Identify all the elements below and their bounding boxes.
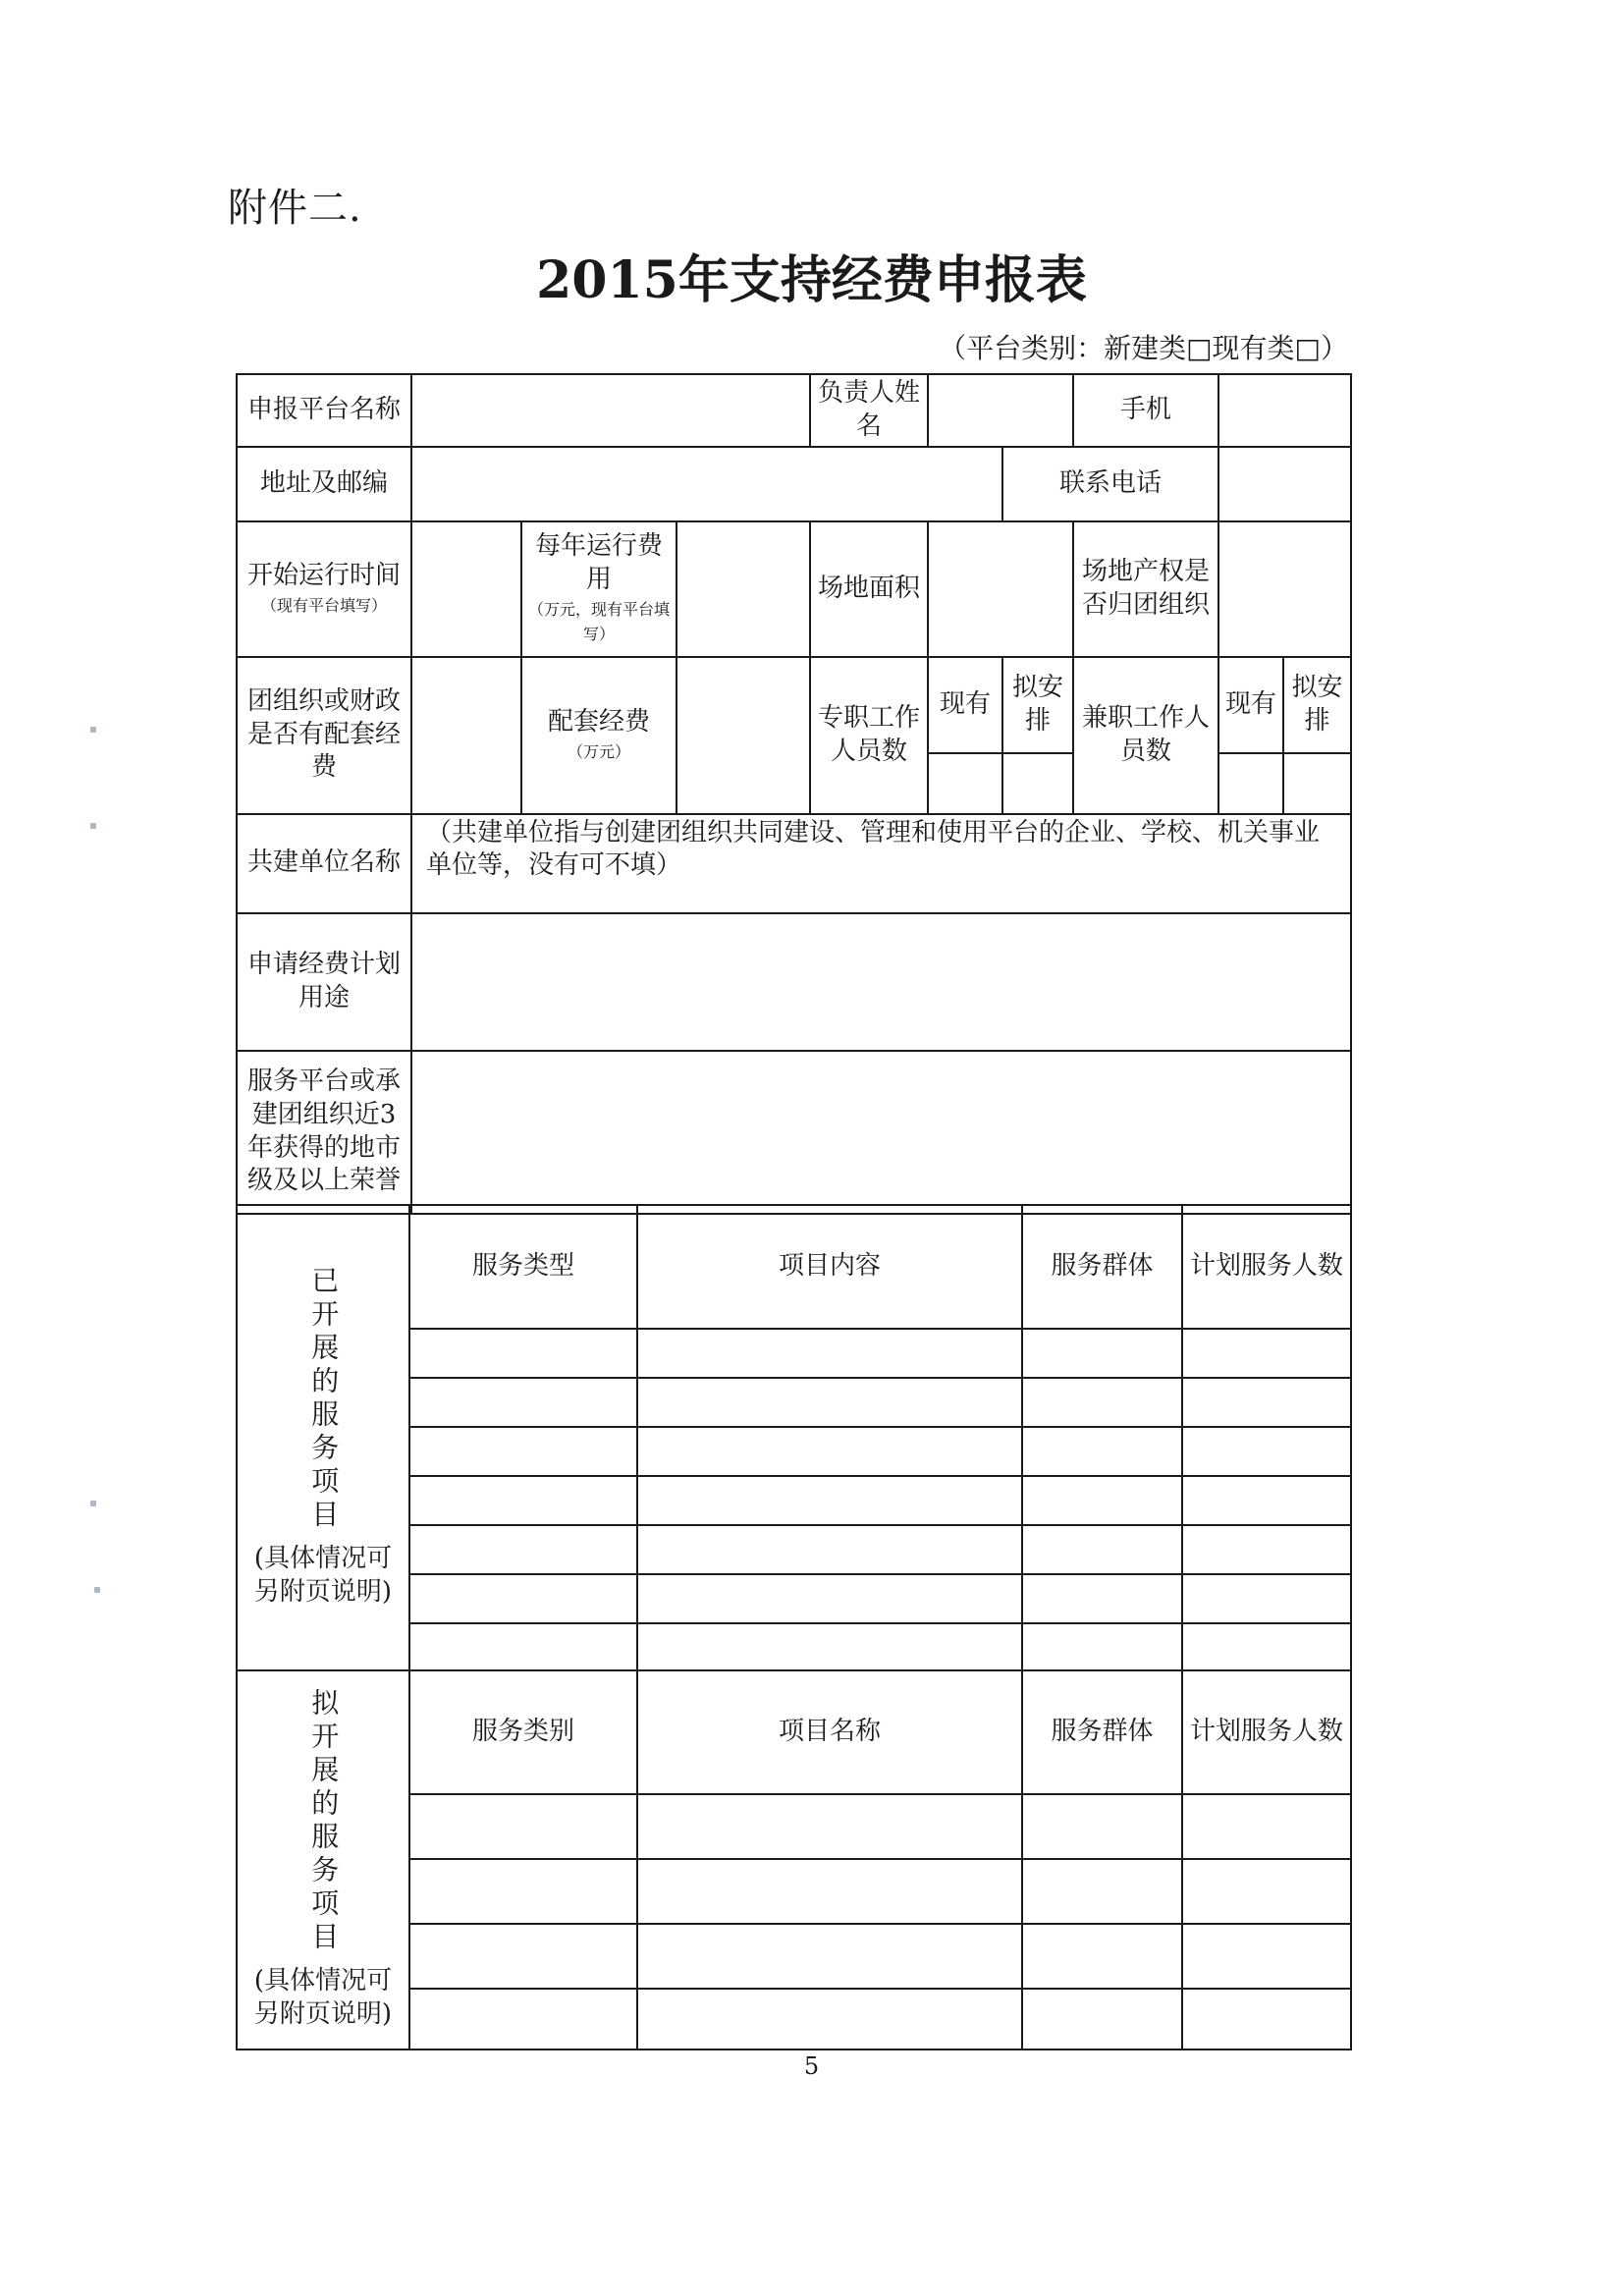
parttime-current-label: 现有 <box>1218 657 1283 753</box>
planned-projects-title: 拟开展的服务项目 <box>307 1688 341 1956</box>
honors-input[interactable] <box>411 1051 1351 1214</box>
table-cell[interactable] <box>409 1574 637 1623</box>
scan-mark <box>94 1587 100 1593</box>
property-answer-input[interactable] <box>1218 521 1351 657</box>
existing-header-count: 计划服务人数 <box>1182 1205 1351 1329</box>
matching-funds-input[interactable] <box>676 657 810 814</box>
table-cell[interactable] <box>1182 1574 1351 1623</box>
platform-name-input[interactable] <box>411 374 810 447</box>
start-time-note: （现有平台填写） <box>260 595 387 615</box>
parttime-staff-label: 兼职工作人员数 <box>1073 657 1218 814</box>
planned-header-name: 项目名称 <box>637 1670 1022 1794</box>
table-cell[interactable] <box>409 1859 637 1924</box>
table-cell[interactable] <box>1022 1525 1182 1574</box>
address-postcode-input[interactable] <box>411 447 1002 521</box>
table-cell[interactable] <box>1182 1525 1351 1574</box>
start-time-label <box>237 521 411 657</box>
existing-header-group: 服务群体 <box>1022 1205 1182 1329</box>
table-cell[interactable] <box>637 1525 1022 1574</box>
site-area-input[interactable] <box>928 521 1073 657</box>
table-cell[interactable] <box>637 1378 1022 1427</box>
annual-cost-input[interactable] <box>676 521 810 657</box>
site-area-label: 场地面积 <box>810 521 928 657</box>
matching-question-label: 团组织或财政是否有配套经费 <box>237 657 411 814</box>
table-cell[interactable] <box>409 1378 637 1427</box>
table-cell[interactable] <box>637 1924 1022 1989</box>
table-cell[interactable] <box>637 1623 1022 1670</box>
partner-name-input[interactable] <box>411 814 1351 913</box>
planned-header-group: 服务群体 <box>1022 1670 1182 1794</box>
table-cell[interactable] <box>1182 1989 1351 2050</box>
scan-mark <box>90 1501 96 1506</box>
annual-cost-text: 每年运行费用 <box>534 531 663 594</box>
table-cell[interactable] <box>1022 1794 1182 1859</box>
table-cell[interactable] <box>637 1574 1022 1623</box>
leader-name-label: 负责人姓 名 <box>810 374 928 447</box>
table-cell[interactable] <box>637 1427 1022 1476</box>
table-cell[interactable] <box>1022 1924 1182 1989</box>
parttime-planned-label: 拟安排 <box>1283 657 1351 753</box>
fund-use-input[interactable] <box>411 913 1351 1051</box>
planned-projects-label <box>237 1670 409 2050</box>
platform-name-label: 申报平台名称 <box>237 374 411 447</box>
scan-mark <box>90 823 96 829</box>
table-cell[interactable] <box>637 1476 1022 1525</box>
table-cell[interactable] <box>409 1924 637 1989</box>
start-time-text: 开始运行时间 <box>246 560 401 590</box>
table-cell[interactable] <box>409 1623 637 1670</box>
phone-input[interactable] <box>1218 447 1351 521</box>
leader-name-input[interactable] <box>928 374 1073 447</box>
table-cell[interactable] <box>1182 1794 1351 1859</box>
parttime-planned-input[interactable] <box>1283 753 1351 814</box>
fulltime-planned-label: 拟安排 <box>1002 657 1073 753</box>
fulltime-planned-input[interactable] <box>1002 753 1073 814</box>
table-cell[interactable] <box>1022 1989 1182 2050</box>
table-cell[interactable] <box>1022 1574 1182 1623</box>
partner-name-label: 共建单位名称 <box>237 814 411 913</box>
annual-cost-label <box>521 521 676 657</box>
phone-label: 联系电话 <box>1002 447 1218 521</box>
fulltime-current-input[interactable] <box>928 753 1002 814</box>
table-cell[interactable] <box>409 1476 637 1525</box>
existing-header-content: 项目内容 <box>637 1205 1022 1329</box>
application-form-table <box>236 373 1352 1215</box>
table-cell[interactable] <box>1182 1623 1351 1670</box>
table-cell[interactable] <box>1022 1623 1182 1670</box>
table-cell[interactable] <box>409 1427 637 1476</box>
table-cell[interactable] <box>1182 1476 1351 1525</box>
fund-use-label: 申请经费计划用途 <box>237 913 411 1051</box>
table-cell[interactable] <box>1182 1378 1351 1427</box>
existing-projects-label <box>237 1205 409 1670</box>
existing-projects-title: 已开展的服务项目 <box>307 1266 341 1534</box>
existing-projects-table <box>236 1204 1352 1671</box>
partner-note: （共建单位指与创建团组织共同建设、管理和使用平台的企业、学校、机关事业单位等，没有可不填） <box>426 817 1321 881</box>
planned-header-count: 计划服务人数 <box>1182 1670 1351 1794</box>
attachment-label: 附件二. <box>228 186 362 231</box>
table-cell[interactable] <box>1022 1329 1182 1378</box>
table-cell[interactable] <box>637 1329 1022 1378</box>
table-cell[interactable] <box>1022 1378 1182 1427</box>
table-cell[interactable] <box>637 1794 1022 1859</box>
planned-header-type: 服务类别 <box>409 1670 637 1794</box>
matching-funds-label <box>521 657 676 814</box>
table-cell[interactable] <box>409 1989 637 2050</box>
table-cell[interactable] <box>409 1329 637 1378</box>
page-number: 5 <box>803 2052 820 2080</box>
planned-projects-table <box>236 1669 1352 2050</box>
table-cell[interactable] <box>637 1859 1022 1924</box>
table-cell[interactable] <box>1182 1924 1351 1989</box>
matching-funds-text: 配套经费 <box>547 706 650 737</box>
address-postcode-label: 地址及邮编 <box>237 447 411 521</box>
fulltime-current-label: 现有 <box>928 657 1002 753</box>
planned-projects-note: (具体情况可另附页说明) <box>253 1966 393 2029</box>
table-cell[interactable] <box>1182 1427 1351 1476</box>
parttime-current-input[interactable] <box>1218 753 1283 814</box>
table-cell[interactable] <box>637 1989 1022 2050</box>
existing-header-type: 服务类型 <box>409 1205 637 1329</box>
mobile-label: 手机 <box>1073 374 1218 447</box>
mobile-input[interactable] <box>1218 374 1351 447</box>
annual-cost-note: （万元，现有平台填写） <box>527 599 670 644</box>
property-question-label: 场地产权是否归团组织 <box>1073 521 1218 657</box>
page-title: 2015年支持经费申报表 <box>536 250 1087 310</box>
platform-type-options[interactable]: （平台类别：新建类□现有类□） <box>939 332 1348 364</box>
table-cell[interactable] <box>1182 1329 1351 1378</box>
table-cell[interactable] <box>1022 1859 1182 1924</box>
existing-projects-note: (具体情况可另附页说明) <box>253 1544 393 1607</box>
scan-mark <box>90 727 96 733</box>
start-time-input[interactable] <box>411 521 521 657</box>
honors-label: 服务平台或承建团组织近3年获得的地市级及以上荣誉 <box>237 1051 411 1214</box>
fulltime-staff-label: 专职工作人员数 <box>810 657 928 814</box>
table-cell[interactable] <box>1182 1859 1351 1924</box>
table-cell[interactable] <box>409 1525 637 1574</box>
table-cell[interactable] <box>1022 1427 1182 1476</box>
matching-answer-input[interactable] <box>411 657 521 814</box>
table-cell[interactable] <box>1022 1476 1182 1525</box>
table-cell[interactable] <box>409 1794 637 1859</box>
matching-unit: （万元） <box>567 741 630 761</box>
